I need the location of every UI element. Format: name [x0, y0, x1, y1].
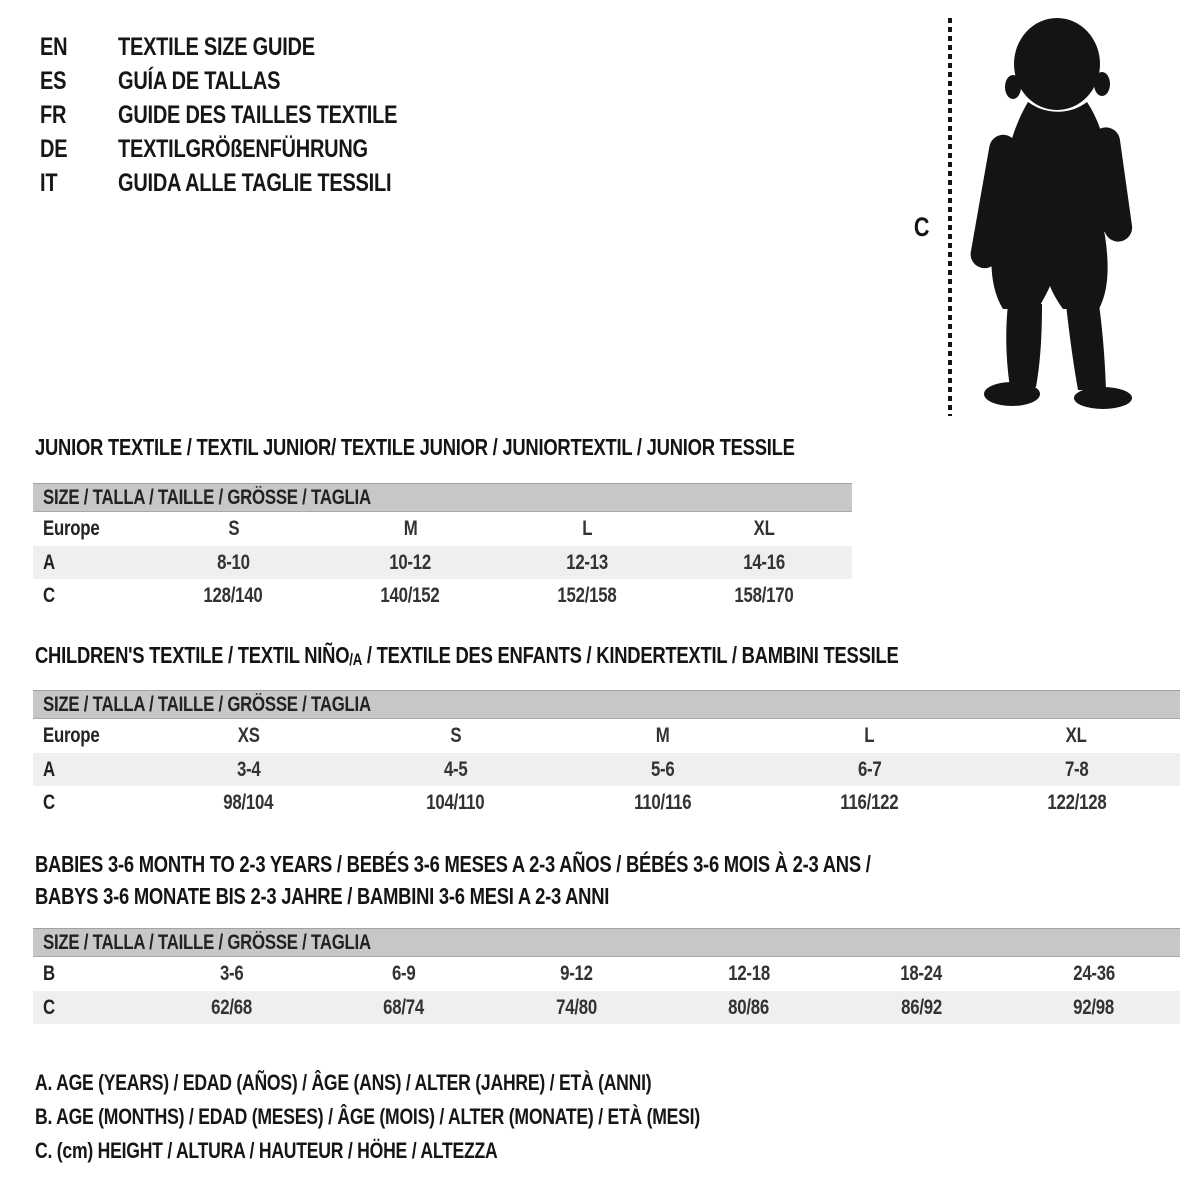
size-header-bar: SIZE / TALLA / TAILLE / GRÖSSE / TAGLIA — [33, 690, 1180, 719]
table-cell: 6-9 — [391, 962, 416, 985]
size-col-header: M — [403, 517, 417, 540]
table-cell: 10-12 — [389, 550, 432, 574]
lang-code: IT — [40, 168, 58, 197]
table-cell: 104/110 — [426, 790, 485, 814]
table-cell: 68/74 — [383, 995, 425, 1019]
legend-line-age-months: B. AGE (MONTHS) / EDAD (MESES) / ÂGE (MOIS) / ALTER (MONATE) / ETÀ (MESI) — [35, 1104, 700, 1129]
table-cell: 128/140 — [203, 583, 263, 607]
size-header-bar: SIZE / TALLA / TAILLE / GRÖSSE / TAGLIA — [33, 483, 852, 512]
table-cell: 12-18 — [727, 962, 770, 985]
table-row-age-years — [33, 753, 1180, 786]
table-row-sizes — [33, 719, 1180, 753]
table-row-height-cm — [33, 991, 1180, 1024]
language-title-list — [40, 30, 467, 200]
lang-row-es — [40, 64, 467, 98]
table-cell: 152/158 — [557, 583, 617, 607]
lang-row-fr — [40, 98, 467, 132]
size-col-header: L — [581, 517, 592, 540]
size-col-header: XL — [1066, 724, 1087, 747]
region-label-cell: Europe — [43, 517, 100, 540]
lang-title: GUIDE DES TAILLES TEXTILE — [118, 100, 398, 129]
row-label-cell: A — [43, 550, 55, 574]
lang-code: DE — [40, 134, 68, 163]
table-cell: 4-5 — [443, 757, 468, 781]
size-col-header: L — [864, 724, 875, 747]
table-cell: 18-24 — [900, 962, 943, 985]
legend-line-height: C. (cm) HEIGHT / ALTURA / HAUTEUR / HÖHE / ALTEZZA — [35, 1138, 498, 1163]
height-measure-label: C — [913, 212, 930, 242]
table-cell: 62/68 — [210, 995, 252, 1019]
size-col-header: M — [655, 724, 670, 747]
lang-title: TEXTILE SIZE GUIDE — [118, 32, 315, 61]
size-col-header: XS — [237, 724, 260, 747]
row-label-cell: C — [43, 583, 55, 607]
lang-title: GUÍA DE TALLAS — [118, 66, 281, 95]
legend-line-age-years: A. AGE (YEARS) / EDAD (AÑOS) / ÂGE (ANS) / ALTER (JAHRE) / ETÀ (ANNI) — [35, 1070, 652, 1095]
table-row-age-months — [33, 957, 1180, 991]
table-cell: 5-6 — [650, 757, 675, 781]
table-cell: 6-7 — [857, 757, 882, 781]
table-cell: 98/104 — [223, 790, 274, 814]
lang-code: ES — [40, 66, 67, 95]
lang-title: GUIDA ALLE TAGLIE TESSILI — [118, 168, 392, 197]
table-row-sizes — [33, 512, 852, 546]
children-size-table — [33, 690, 1180, 819]
region-label-cell: Europe — [43, 724, 100, 747]
table-cell: 86/92 — [900, 995, 942, 1019]
table-cell: 3-6 — [219, 962, 244, 985]
table-cell: 140/152 — [380, 583, 440, 607]
lang-code: EN — [40, 32, 68, 61]
lang-row-de — [40, 132, 467, 166]
table-row-age-years — [33, 546, 852, 579]
babies-size-table — [33, 928, 1180, 1024]
junior-size-table — [33, 483, 852, 612]
table-cell: 3-4 — [236, 757, 261, 781]
lang-row-it — [40, 166, 467, 200]
table-cell: 92/98 — [1073, 995, 1115, 1019]
size-col-header: S — [227, 517, 239, 540]
table-row-height-cm — [33, 579, 852, 612]
row-label-cell: C — [43, 790, 55, 814]
lang-row-en — [40, 30, 467, 64]
size-header-bar: SIZE / TALLA / TAILLE / GRÖSSE / TAGLIA — [33, 928, 1180, 957]
legend — [35, 1066, 866, 1168]
lang-title: TEXTILGRÖßENFÜHRUNG — [118, 134, 368, 163]
table-cell: 80/86 — [728, 995, 770, 1019]
size-col-header: S — [450, 724, 461, 747]
table-cell: 74/80 — [555, 995, 597, 1019]
table-row-height-cm — [33, 786, 1180, 819]
table-cell: 7-8 — [1064, 757, 1089, 781]
row-label-cell: C — [43, 995, 55, 1019]
height-measure-dashed-line — [948, 18, 952, 416]
table-cell: 158/170 — [734, 583, 794, 607]
table-cell: 122/128 — [1046, 790, 1107, 814]
heading-subscript: /A — [349, 649, 363, 669]
size-col-header: XL — [753, 517, 775, 540]
babies-section-heading: BABIES 3-6 MONTH TO 2-3 YEARS / BEBÉS 3-6 MESES A 2-3 AÑOS / BÉBÉS 3-6 MOIS À 2-3 ANS / BABYS 3-6 MONATE BIS 2-3 JAHRE / BAMBINI 3-6 MESI A 2-3 ANNI — [35, 851, 871, 909]
table-cell: 24-36 — [1072, 962, 1115, 985]
table-cell: 110/116 — [633, 790, 692, 814]
table-cell: 12-13 — [565, 550, 608, 574]
table-cell: 14-16 — [742, 550, 785, 574]
junior-section-heading: JUNIOR TEXTILE / TEXTIL JUNIOR/ TEXTILE JUNIOR / JUNIORTEXTIL / JUNIOR TESSILE — [35, 434, 795, 460]
table-cell: 116/122 — [840, 790, 899, 814]
lang-code: FR — [40, 100, 67, 129]
baby-silhouette-icon — [960, 14, 1138, 418]
row-label-cell: A — [43, 757, 55, 781]
table-cell: 8-10 — [217, 550, 250, 574]
table-cell: 9-12 — [559, 962, 593, 985]
row-label-cell: B — [43, 962, 55, 985]
children-section-heading: CHILDREN'S TEXTILE / TEXTIL NIÑO/A / TEXTILE DES ENFANTS / KINDERTEXTIL / BAMBINI TESSILE — [35, 642, 899, 669]
